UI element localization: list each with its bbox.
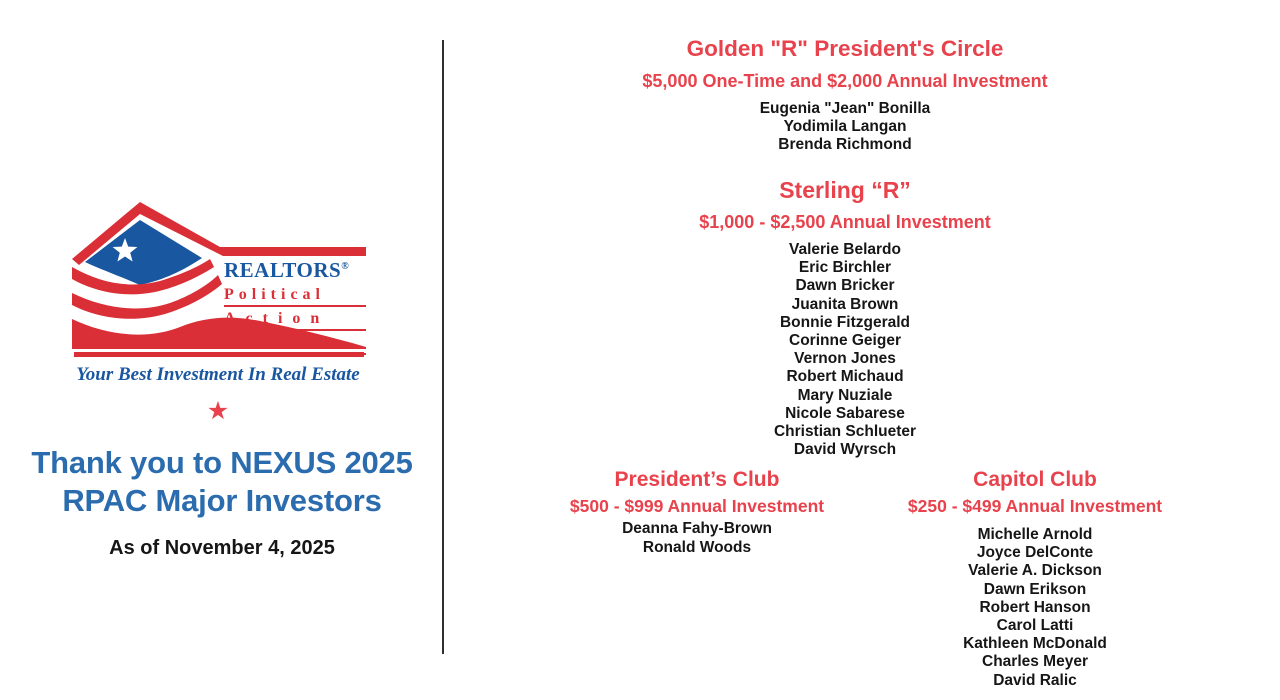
- investor-name: Christian Schlueter: [773, 423, 917, 441]
- tier-names-list: [520, 520, 874, 557]
- investor-name: Charles Meyer: [982, 653, 1088, 671]
- red-star-icon: ★: [206, 397, 230, 425]
- tier-subtitle: $500 - $999 Annual Investment: [569, 496, 825, 516]
- tier-title: Sterling “R”: [779, 177, 911, 203]
- page-title-line2: RPAC Major Investors: [62, 483, 382, 518]
- tier-capitol-club: [858, 468, 1212, 690]
- tier-names-list: [600, 100, 1090, 155]
- investor-name: Vernon Jones: [794, 350, 896, 368]
- investor-name: Nicole Sabarese: [785, 404, 905, 422]
- investor-name: Kathleen McDonald: [963, 635, 1107, 653]
- investor-name: Joyce DelConte: [976, 544, 1094, 562]
- logo-word-committee: Committee: [224, 334, 366, 355]
- tier-presidents-club: [520, 468, 874, 557]
- logo-word-action: Action: [224, 310, 366, 331]
- page-title: [10, 444, 434, 520]
- tier-subtitle: $1,000 - $2,500 Annual Investment: [699, 212, 991, 232]
- investor-name: Dawn Bricker: [795, 277, 895, 295]
- registered-mark: ®: [341, 261, 350, 272]
- tier-subtitle: $250 - $499 Annual Investment: [907, 496, 1163, 516]
- page-title-line1: Thank you to NEXUS 2025: [31, 445, 413, 480]
- investor-name: Valerie Belardo: [788, 241, 901, 258]
- logo-brand: [224, 258, 366, 283]
- investor-name: Yodimila Langan: [783, 118, 907, 136]
- investor-name: Ronald Woods: [642, 538, 752, 556]
- tier-golden-r-presidents-circle: [600, 36, 1090, 155]
- rpac-logo-wordmark: [224, 258, 366, 355]
- logo-tagline: Your Best Investment In Real Estate: [76, 364, 360, 385]
- investor-name: Valerie A. Dickson: [968, 562, 1102, 580]
- investor-name: Dawn Erikson: [983, 580, 1087, 598]
- investor-name: Corinne Geiger: [789, 332, 901, 350]
- tier-sterling-r: [600, 176, 1090, 459]
- as-of-date: As of November 4, 2025: [109, 537, 335, 559]
- logo-brand-text: REALTORS: [224, 258, 342, 282]
- investor-name: Mary Nuziale: [797, 386, 893, 404]
- investor-name: David Wyrsch: [793, 441, 897, 459]
- investor-name: Carol Latti: [996, 617, 1074, 635]
- investor-name: Bonnie Fitzgerald: [779, 313, 911, 331]
- investor-name: Robert Hanson: [979, 598, 1091, 616]
- tier-names-list: [600, 241, 1090, 459]
- tier-names-list: [858, 526, 1212, 690]
- investor-name: Eric Birchler: [798, 259, 892, 277]
- logo-divider-bar: [74, 352, 364, 357]
- investor-name: Michelle Arnold: [977, 526, 1093, 543]
- investor-name: Robert Michaud: [786, 368, 904, 386]
- tier-subtitle: $5,000 One-Time and $2,000 Annual Investment: [642, 71, 1048, 91]
- logo-word-political: Political: [224, 286, 366, 307]
- investor-name: Eugenia "Jean" Bonilla: [759, 100, 931, 117]
- vertical-divider: [442, 40, 444, 654]
- tier-title: Capitol Club: [973, 468, 1097, 491]
- tier-title: President’s Club: [614, 468, 780, 491]
- investor-name: David Ralic: [993, 671, 1077, 689]
- tier-title: Golden "R" President's Circle: [686, 36, 1004, 61]
- investor-name: Brenda Richmond: [778, 136, 912, 154]
- investor-name: Deanna Fahy-Brown: [622, 520, 772, 537]
- investor-name: Juanita Brown: [791, 295, 899, 313]
